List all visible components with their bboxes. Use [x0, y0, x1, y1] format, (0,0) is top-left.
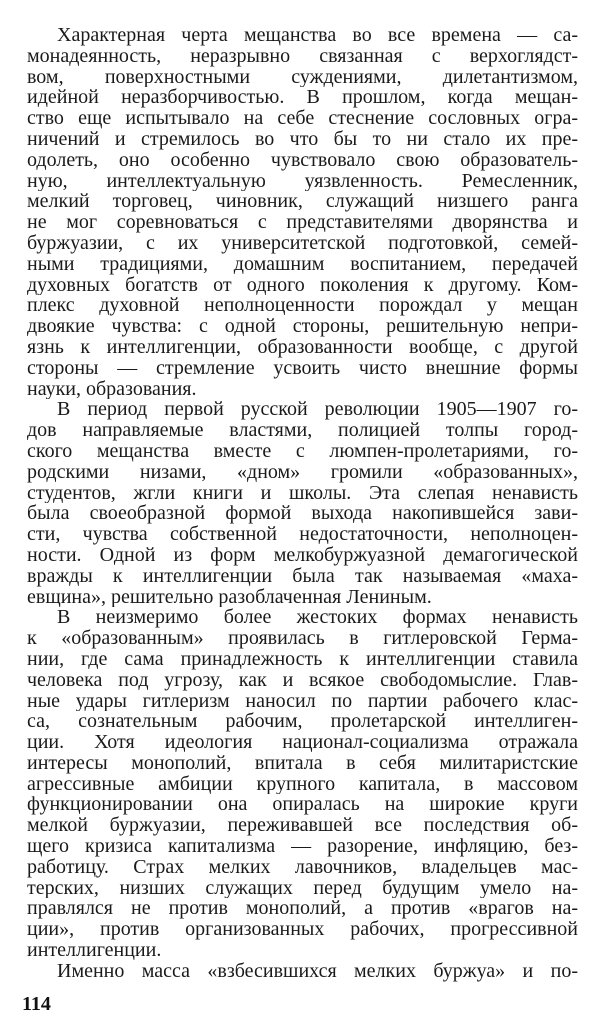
text-line: интересы монополий, впитала в себя милитаристские: [27, 752, 578, 774]
text-line: ными традициями, домашним воспитанием, передачей: [27, 253, 578, 275]
page-body: [27, 25, 578, 982]
text-line: Характерная черта мещанства во все времена — са-: [57, 25, 578, 46]
text-line: буржуазии, с их университетской подготовкой, семей-: [27, 232, 578, 254]
text-line: интеллигенции.: [27, 940, 162, 961]
text-line: ничений и стремилось во что бы то ни стало их пре-: [27, 128, 578, 150]
text-line: щего кризиса капитализма — разорение, инфляцию, без-: [27, 836, 578, 857]
paragraph: [27, 399, 578, 607]
text-line: к «образованным» проявилась в гитлеровской Герма-: [27, 628, 578, 649]
text-line: ции», против организованных рабочих, прогрессивной: [27, 919, 578, 941]
text-line: человека под угрозу, как и всякое свободомыслие. Глав-: [27, 669, 578, 691]
text-line: Именно масса «взбесившихся мелких буржуа» и по-: [57, 960, 578, 982]
text-line: ство еще испытывало на себе стеснение сословных огра-: [27, 108, 578, 129]
text-line: ции. Хотя идеология национал-социализма отражала: [27, 732, 578, 753]
paragraph: [27, 961, 578, 982]
text-line: вражды к интеллигенции была так называемая «маха-: [27, 565, 578, 587]
text-line: идейной неразборчивостью. В прошлом, когда мещан-: [27, 87, 578, 109]
text-line: мелкий торговец, чиновник, служащий низшего ранга: [27, 191, 578, 213]
paragraph: [27, 607, 578, 961]
text-line: нии, где сама принадлежность к интеллигенции ставила: [27, 648, 578, 670]
text-line: монадеянность, неразрывно связанная с верхоглядст-: [27, 45, 578, 67]
text-line: духовных богатств от одного поколения к другому. Ком-: [27, 274, 578, 296]
text-line: мелкой буржуазии, переживавшей все последствия об-: [27, 815, 578, 837]
text-line: вом, поверхностными суждениями, дилетантизмом,: [27, 66, 578, 88]
text-line: ные удары гитлеризм наносил по партии рабочего клас-: [27, 690, 578, 712]
text-line: была своеобразной формой выхода накопившейся зави-: [27, 503, 578, 525]
page-number: 114: [22, 993, 51, 1015]
text-line: ского мещанства вместе с люмпен-пролетариями, го-: [27, 440, 578, 462]
text-line: одолеть, оно особенно чувствовало свою образователь-: [27, 149, 578, 171]
text-line: функционировании она опиралась на широкие круги: [27, 794, 578, 816]
text-line: правлялся не против монополий, а против «врагов на-: [27, 898, 578, 920]
text-line: В неизмеримо более жестоких формах ненависть: [57, 607, 578, 629]
text-line: сти, чувства собственной недостаточности, неполноцен-: [27, 524, 578, 545]
text-line: дов направляемые властями, полицией толпы город-: [27, 420, 578, 441]
text-line: агрессивные амбиции крупного капитала, в массовом: [27, 773, 578, 795]
text-line: евщина», решительно разоблаченная Лениным.: [27, 586, 432, 608]
text-line: родскими низами, «дном» громили «образованных»,: [27, 461, 578, 483]
text-line: студентов, жгли книги и школы. Эта слепая ненависть: [27, 482, 578, 504]
text-line: ную, интеллектуальную уязвленность. Ремесленник,: [27, 170, 578, 192]
text-line: са, сознательным рабочим, пролетарской интеллиген-: [27, 711, 578, 733]
text-line: ности. Одной из форм мелкобуржуазной демагогической: [27, 544, 578, 566]
paragraph: [27, 25, 578, 399]
text-line: В период первой русской революции 1905—1907 го-: [57, 399, 578, 421]
text-line: плекс духовной неполноценности порождал у мещан: [27, 295, 578, 317]
text-line: стороны — стремление усвоить чисто внешние формы: [27, 357, 578, 379]
text-line: работицу. Страх мелких лавочников, владельцев мас-: [27, 856, 578, 878]
text-line: не мог соревноваться с представителями дворянства и: [27, 212, 578, 233]
text-line: язнь к интеллигенции, образованности вообще, с другой: [27, 336, 578, 358]
text-line: науки, образования.: [27, 378, 197, 400]
text-line: двоякие чувства: с одной стороны, решительную непри-: [27, 316, 578, 337]
text-line: терских, низших служащих перед будущим умело на-: [27, 877, 578, 899]
